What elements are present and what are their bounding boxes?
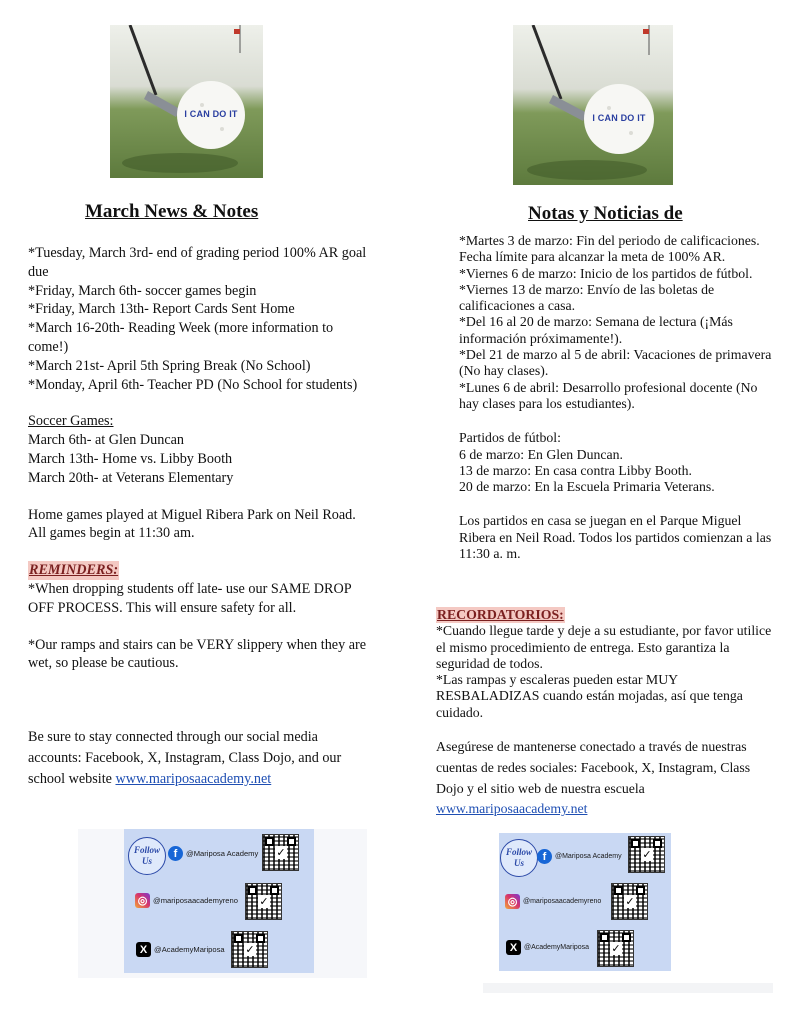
event-item: *Viernes 13 de marzo: Envío de las boletas de calificaciones a casa.	[459, 281, 715, 314]
x-handle: @AcademyMariposa	[524, 944, 590, 951]
x-qr-code: ✓	[597, 930, 634, 967]
social-card	[78, 829, 367, 978]
event-item: *Lunes 6 de abril: Desarrollo profesional docente (No hay clases para los estudiantes).	[459, 379, 758, 411]
facebook-icon: f	[168, 846, 183, 861]
event-item: *March 21st- April 5th Spring Break (No School)	[28, 357, 311, 374]
event-item: *March 16-20th- Reading Week (more information to come!)	[28, 320, 334, 355]
x-qr-code: ✓	[231, 931, 268, 968]
reminder-item: *Our ramps and stairs can be VERY slippery when they are wet, so please be cautious.	[28, 636, 367, 672]
event-item: *Monday, April 6th- Teacher PD (No School for students)	[28, 376, 358, 393]
instagram-icon: ◎	[505, 894, 520, 909]
events-list	[459, 233, 777, 562]
follow-us-badge: Follow Us	[128, 837, 166, 875]
x-handle: @AcademyMariposa	[154, 945, 225, 954]
reminders-heading: RECORDATORIOS:	[437, 607, 564, 622]
x-icon: X	[506, 940, 521, 955]
instagram-qr-code: ✓	[611, 883, 648, 920]
facebook-row[interactable]	[537, 849, 622, 864]
events-list	[28, 244, 373, 673]
soccer-game: 13 de marzo: En casa contra Libby Booth.	[459, 462, 692, 478]
reminder-item: *When dropping students off late- use our SAME DROP OFF PROCESS. This will ensure safety for all.	[28, 580, 352, 616]
event-item: *Del 21 de marzo al 5 de abril: Vacaciones de primavera (No hay clases).	[459, 347, 772, 379]
follow-us-badge: Follow Us	[500, 839, 538, 877]
ball-slogan: I CAN DO IT	[184, 109, 238, 119]
soccer-game: March 13th- Home vs. Libby Booth	[28, 450, 233, 467]
instagram-qr-code: ✓	[245, 883, 282, 920]
event-item: *Martes 3 de marzo: Fin del periodo de calificaciones. Fecha límite para alcanzar la meta de 100% AR.	[459, 233, 760, 265]
golf-ball-image	[513, 25, 673, 185]
reminders-block	[436, 607, 778, 721]
instagram-icon: ◎	[135, 893, 150, 908]
x-row[interactable]	[506, 940, 589, 955]
social-note	[436, 737, 776, 820]
event-item: *Del 16 al 20 de marzo: Semana de lectura (¡Más información próximamente!).	[459, 314, 733, 346]
golf-illustration	[513, 25, 673, 185]
instagram-row[interactable]	[135, 893, 238, 908]
ball-slogan: I CAN DO IT	[592, 113, 646, 123]
golf-illustration	[110, 25, 263, 178]
x-icon: X	[136, 942, 151, 957]
english-column	[0, 0, 395, 1024]
event-item: *Viernes 6 de marzo: Inicio de los partidos de fútbol.	[459, 265, 753, 281]
page-title: March News & Notes	[85, 201, 259, 222]
social-text: Be sure to stay connected through our social media accounts: Facebook, X, Instagram, Class Dojo, and our school website	[28, 729, 342, 787]
instagram-handle: @mariposaacademyreno	[153, 896, 238, 905]
social-card	[499, 833, 671, 971]
x-row[interactable]	[136, 942, 225, 957]
soccer-game: March 20th- at Veterans Elementary	[28, 469, 234, 486]
soccer-heading: Soccer Games:	[28, 413, 114, 430]
facebook-qr-code: ✓	[628, 836, 665, 873]
facebook-handle: @Mariposa Academy	[186, 849, 259, 858]
facebook-icon: f	[537, 849, 552, 864]
facebook-handle: @Mariposa Academy	[555, 853, 622, 860]
soccer-game: 20 de marzo: En la Escuela Primaria Veterans.	[459, 479, 715, 495]
page-title: Notas y Noticias de	[528, 203, 683, 224]
event-item: *Tuesday, March 3rd- end of grading period 100% AR goal due	[28, 245, 367, 280]
facebook-qr-code: ✓	[262, 834, 299, 871]
reminder-item: *Las rampas y escaleras pueden estar MUY RESBALADIZAS cuando están mojadas, así que tenga cuidado.	[436, 672, 743, 720]
home-games-note: Home games played at Miguel Ribera Park on Neil Road. All games begin at 11:30 am.	[28, 506, 356, 542]
golf-ball-image	[110, 25, 263, 178]
website-link[interactable]: www.mariposaacademy.net	[115, 771, 272, 787]
soccer-heading: Partidos de fútbol:	[459, 430, 561, 446]
footer-divider	[483, 983, 773, 993]
instagram-handle: @mariposaacademyreno	[523, 898, 602, 905]
social-text: Asegúrese de mantenerse conectado a través de nuestras cuentas de redes sociales: Facebook, X, Instagram, Class Dojo y el sitio web de nuestra escuela	[436, 739, 751, 796]
event-item: *Friday, March 6th- soccer games begin	[28, 282, 257, 299]
reminder-item: *Cuando llegue tarde y deje a su estudiante, por favor utilice el mismo procedimiento de entrega. Esto garantiza la seguridad de todos.	[436, 623, 772, 671]
facebook-row[interactable]	[168, 846, 258, 861]
soccer-game: 6 de marzo: En Glen Duncan.	[459, 446, 623, 462]
soccer-game: March 6th- at Glen Duncan	[28, 432, 185, 449]
social-note	[28, 727, 368, 790]
website-link[interactable]: www.mariposaacademy.net	[436, 801, 588, 817]
home-games-note: Los partidos en casa se juegan en el Parque Miguel Ribera en Neil Road. Todos los partidos comienzan a las 11:30 a. m.	[459, 513, 772, 562]
reminders-heading: REMINDERS:	[29, 562, 119, 579]
event-item: *Friday, March 13th- Report Cards Sent Home	[28, 301, 295, 318]
instagram-row[interactable]	[505, 894, 601, 909]
spanish-column	[396, 0, 791, 1024]
